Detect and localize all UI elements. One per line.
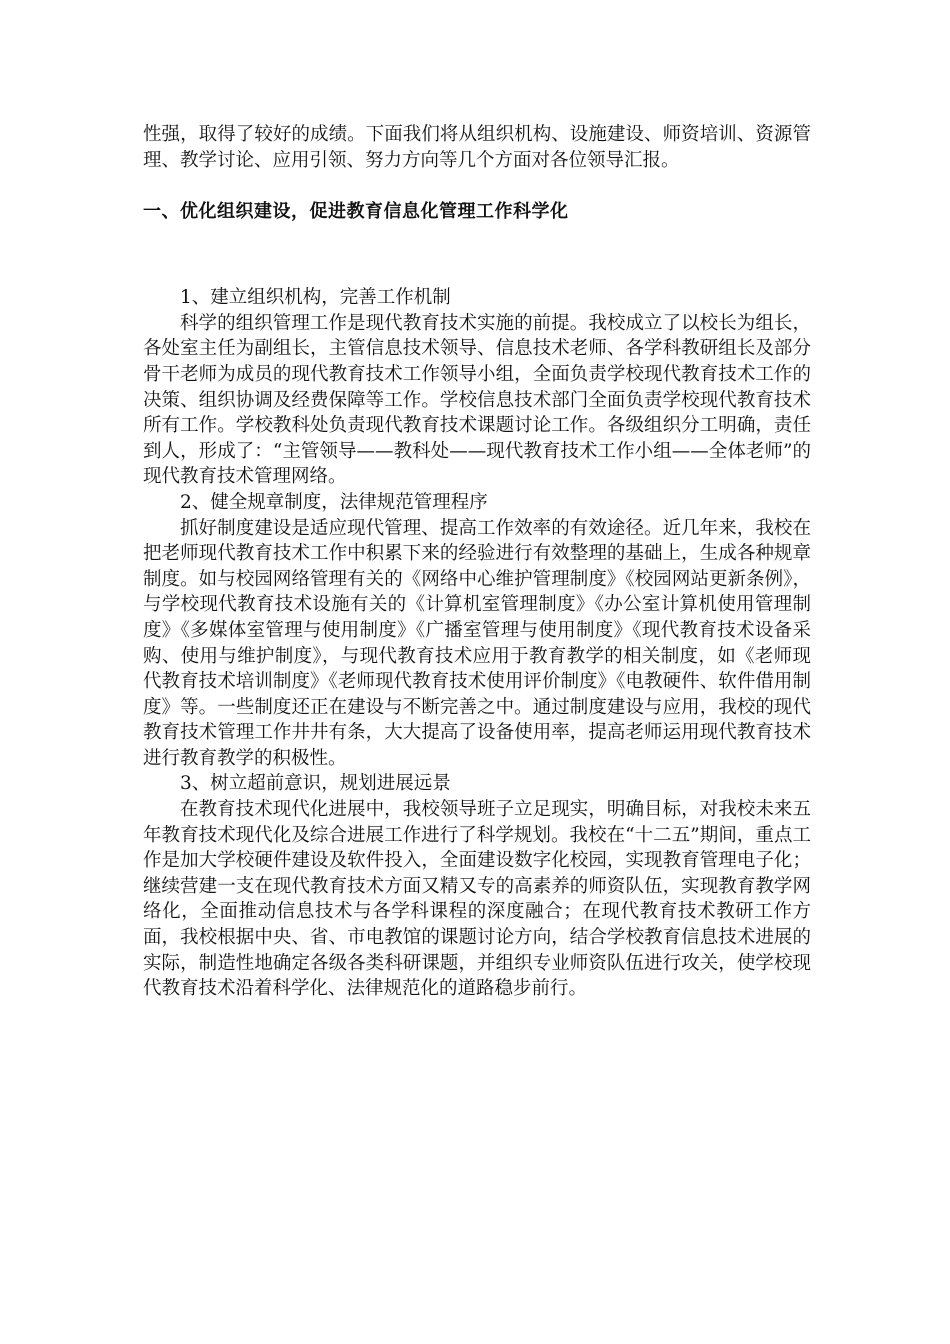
intro-paragraph: 性强，取得了较好的成绩。下面我们将从组织机构、设施建设、师资培训、资源管理、教学讨论、应用引领、努力方向等几个方面对各位领导汇报。: [143, 124, 811, 171]
spacer: [143, 225, 811, 285]
section-heading: 一、优化组织建设，促进教育信息化管理工作科学化: [143, 201, 569, 223]
subsection-body-1: 科学的组织管理工作是现代教育技术实施的前提。我校成立了以校长为组长，各处室主任为副组长，主管信息技术领导、信息技术老师、各学科教研组长及部分骨干老师为成员的现代教育技术工作领导小组，全面负责学校现代教育技术工作的决策、组织协调及经费保障等工作。学校信息技术部门全面负责学校现代教育技术所有工作。学校教科处负责现代教育技术课题讨论工作。各级组织分工明确，责任到人，形成了：“主管领导——教科处——现代教育技术工作小组——全体老师”的现代教育技术管理网络。: [143, 312, 811, 488]
subsection-title-3: 3、树立超前意识，规划进展远景: [180, 773, 451, 795]
subsection-body-3: 在教育技术现代化进展中，我校领导班子立足现实，明确目标，对我校未来五年教育技术现代化及综合进展工作进行了科学规划。我校在“十二五”期间，重点工作是加大学校硬件建设及软件投入，全面建设数字化校园，实现教育管理电子化；继续营建一支在现代教育技术方面又精又专的高素养的师资队伍，实现教育教学网络化，全面推动信息技术与各学科课程的深度融合；在现代教育技术教研工作方面，我校根据中央、省、市电教馆的课题讨论方向，结合学校教育信息技术进展的实际，制造性地确定各级各类科研课题，并组织专业师资队伍进行攻关，使学校现代教育技术沿着科学化、法律规范化的道路稳步前行。: [143, 799, 811, 1000]
spacer: [143, 173, 811, 199]
subsection-title-1: 1、建立组织机构，完善工作机制: [180, 287, 451, 309]
subsection-title-2: 2、健全规章制度，法律规范管理程序: [180, 491, 488, 513]
document-page: [143, 122, 811, 1002]
subsection-body-2: 抓好制度建设是适应现代管理、提高工作效率的有效途径。近几年来，我校在把老师现代教育技术工作中积累下来的经验进行有效整理的基础上，生成各种规章制度。如与校园网络管理有关的《网络中心维护管理制度》《校园网站更新条例》，与学校现代教育技术设施有关的《计算机室管理制度》《办公室计算机使用管理制度》《多媒体室管理与使用制度》《广播室管理与使用制度》《现代教育技术设备采购、使用与维护制度》，与现代教育技术应用于教育教学的相关制度，如《老师现代教育技术培训制度》《老师现代教育技术使用评价制度》《电教硬件、软件借用制度》等。一些制度还正在建设与不断完善之中。通过制度建设与应用，我校的现代教育技术管理工作井井有条，大大提高了设备使用率，提高老师运用现代教育技术进行教育教学的积极性。: [143, 517, 811, 769]
